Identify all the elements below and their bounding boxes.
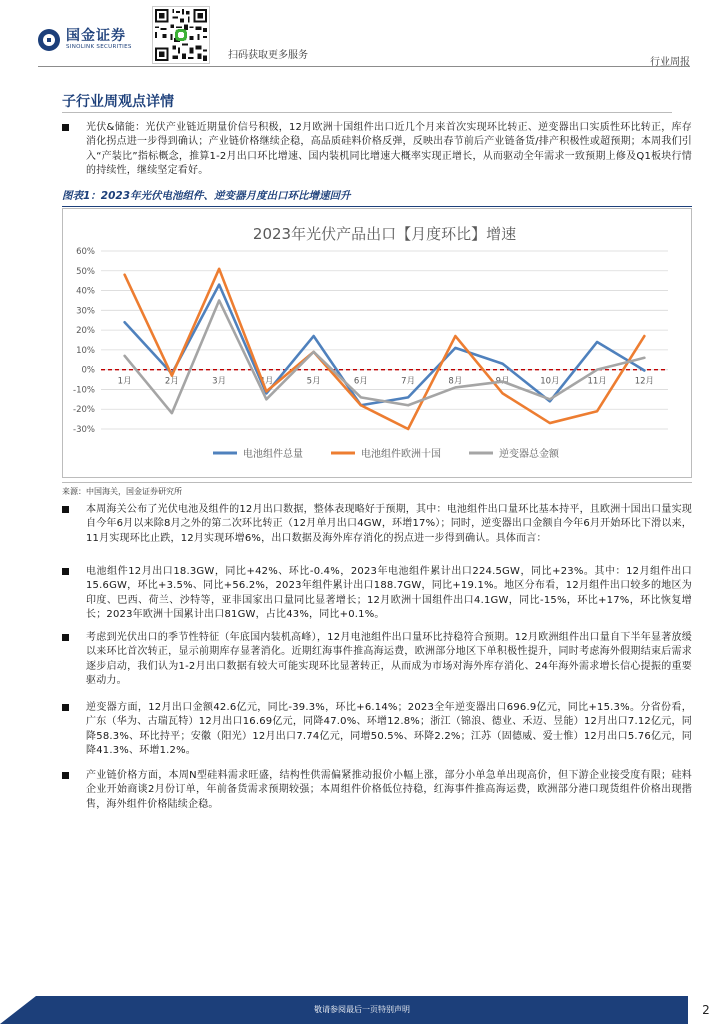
bullet-text: 本周海关公布了光伏电池及组件的12月出口数据，整体表现略好于预期，其中：电池组件出口量环比基本持平，且欧洲十国出口量实现自今年6月以来除8月之外的第二次环比转正（12月单月出口4GW，环增17%）；同时，逆变器出口金额自今年6月开始环比下滑以来，11月实现环比止跌，12月实现环增6%，出口数据及海外库存消化的拐点进一步得到确认。具体而言： (86, 504, 692, 544)
x-tick-label: 6月 (353, 376, 368, 387)
y-tick-label: -20% (73, 405, 95, 416)
figure-caption: 图表1：2023年光伏电池组件、逆变器月度出口环比增速回升 (62, 188, 692, 207)
chart-container (62, 208, 692, 478)
y-tick-label: -10% (73, 385, 95, 396)
x-tick-label: 10月 (540, 376, 560, 387)
qr-caption: 扫码获取更多服务 (228, 50, 308, 61)
bullet-text: 产业链价格方面，本周N型硅料需求旺盛，结构性供需偏紧推动报价小幅上涨，部分小单急单出现高价，但下游企业接受度有限；硅料企业开始商谈2月份订单，年前备货需求预期较强；本周组件价格低位持稳，红海事件推高海运费，欧洲部分港口现货组件价格出现揩售，海外组件价格陆续企稳。 (86, 770, 692, 810)
bullet-text: 电池组件12月出口18.3GW，同比+42%、环比-0.4%，2023年电池组件累计出口224.5GW，同比+23%。其中：12月组件出口15.6GW，环比+3.5%、同比+56.2%，2023年组件累计出口188.7GW，同比+19.1%。地区分布看，12月组件出口较多的地区为印度、巴西、荷兰、沙特等，亚非国家出口量同比显著增长；12月欧洲十国组件出口4.1GW，同比-15%，环比+17%，环比恢复增长；2023年欧洲十国累计出口81GW，占比43%，同比+0.1%。 (86, 566, 692, 620)
y-tick-label: 40% (76, 286, 95, 297)
bullet-text: 逆变器方面，12月出口金额42.6亿元，同比-39.3%，环比+6.14%；2023全年逆变器出口696.9亿元，同比+15.3%。分省份看，广东（华为、古瑞瓦特）12月出口16.69亿元，同降47.0%、环增12.8%；浙江（锦浪、德业、禾迈、昱能）12月出口7.12亿元，同降58.3%、环比持平；安徽（阳光）12月出口7.74亿元，同增50.5%、环降2.2%；江苏（固德威、爱士惟）12月出口5.76亿元，同降41.3%、环增1.2%。 (86, 702, 692, 756)
bullet-paragraph-4 (62, 701, 692, 758)
bullet-square-icon (62, 568, 69, 575)
y-tick-label: -30% (73, 425, 95, 435)
bullet-square-icon (62, 772, 69, 779)
y-tick-label: 10% (76, 345, 95, 356)
bullet-text: 考虑到光伏出口的季节性特征（年底国内装机高峰），12月电池组件出口量环比持稳符合预期。12月欧洲组件出口量自下半年显著放缓以来环比首次转正，显示前期库存显著消化。近期红海事件推高海运费，欧洲部分地区下单积极性提升，同时考虑海外假期结束后需求逐步启动，我们认为1-2月出口数据有较大可能实现环比显著转正，从而成为市场对海外库存消化、24年海外需求增长信心提振的重要驱动力。 (86, 632, 692, 686)
series-line-1 (125, 269, 645, 429)
footer-disclaimer[interactable]: 敬请参阅最后一页特别声明 (314, 1005, 410, 1014)
source-note: 来源：中国海关，国金证券研究所 (62, 482, 692, 497)
x-tick-label: 12月 (634, 376, 655, 387)
company-logo (38, 28, 132, 51)
intro-paragraph (62, 121, 692, 178)
bullet-square-icon (62, 704, 69, 711)
y-tick-label: 30% (76, 306, 95, 317)
line-chart (63, 209, 693, 479)
bullet-paragraph-5 (62, 769, 692, 812)
intro-text: 光伏&储能：光伏产业链近期量价信号积极，12月欧洲十国组件出口近几个月来首次实现环比转正、逆变器出口实质性环比转正，库存消化拐点进一步得到确认；产业链价格继续企稳，高品质硅料价格反弹，反映出春节前后产业链备货/排产积极性或超预期；本周我们引入“产装比”指标概念，推算1-2月出口环比增速、国内装机同比增速大概率实现正增长，从而驱动全年需求一致预期上修及Q1板块行情的持续性，继续坚定看好。 (86, 122, 692, 176)
header-divider (38, 66, 690, 67)
bullet-paragraph-3 (62, 631, 692, 688)
x-tick-label: 2月 (164, 376, 179, 387)
logo-mark-icon (38, 29, 60, 51)
bullet-paragraph-2 (62, 565, 692, 622)
page-number: 2 (688, 996, 724, 1024)
y-tick-label: 60% (76, 247, 95, 257)
bullet-square-icon (62, 124, 69, 131)
x-tick-label: 5月 (306, 376, 321, 387)
y-tick-label: 20% (76, 326, 95, 337)
legend-entry: 逆变器总金额 (499, 449, 559, 460)
x-tick-label: 1月 (117, 376, 132, 387)
x-tick-label: 9月 (495, 376, 510, 387)
x-tick-label: 11月 (587, 376, 607, 387)
series-line-0 (125, 285, 645, 406)
x-tick-label: 3月 (212, 376, 227, 387)
legend-entry: 电池组件欧洲十国 (361, 449, 441, 460)
bullet-paragraph-1 (62, 503, 692, 546)
section-title: 子行业周观点详情 (62, 94, 174, 110)
legend-entry: 电池组件总量 (243, 449, 303, 460)
page-header (0, 0, 724, 70)
qr-code-icon[interactable] (152, 6, 210, 64)
chart-title: 2023年光伏产品出口【月度环比】增速 (252, 225, 517, 243)
section-divider (62, 112, 672, 113)
bullet-square-icon (62, 634, 69, 641)
x-tick-label: 4月 (259, 376, 274, 387)
x-tick-label: 7月 (401, 376, 416, 387)
bullet-square-icon (62, 506, 69, 513)
x-tick-label: 8月 (448, 376, 463, 387)
report-type: 行业周报 (650, 57, 690, 68)
logo-en: SINOLINK SECURITIES (66, 44, 132, 50)
logo-cn: 国金证券 (66, 28, 126, 44)
y-tick-label: 50% (76, 266, 95, 277)
y-tick-label: 0% (81, 365, 95, 376)
